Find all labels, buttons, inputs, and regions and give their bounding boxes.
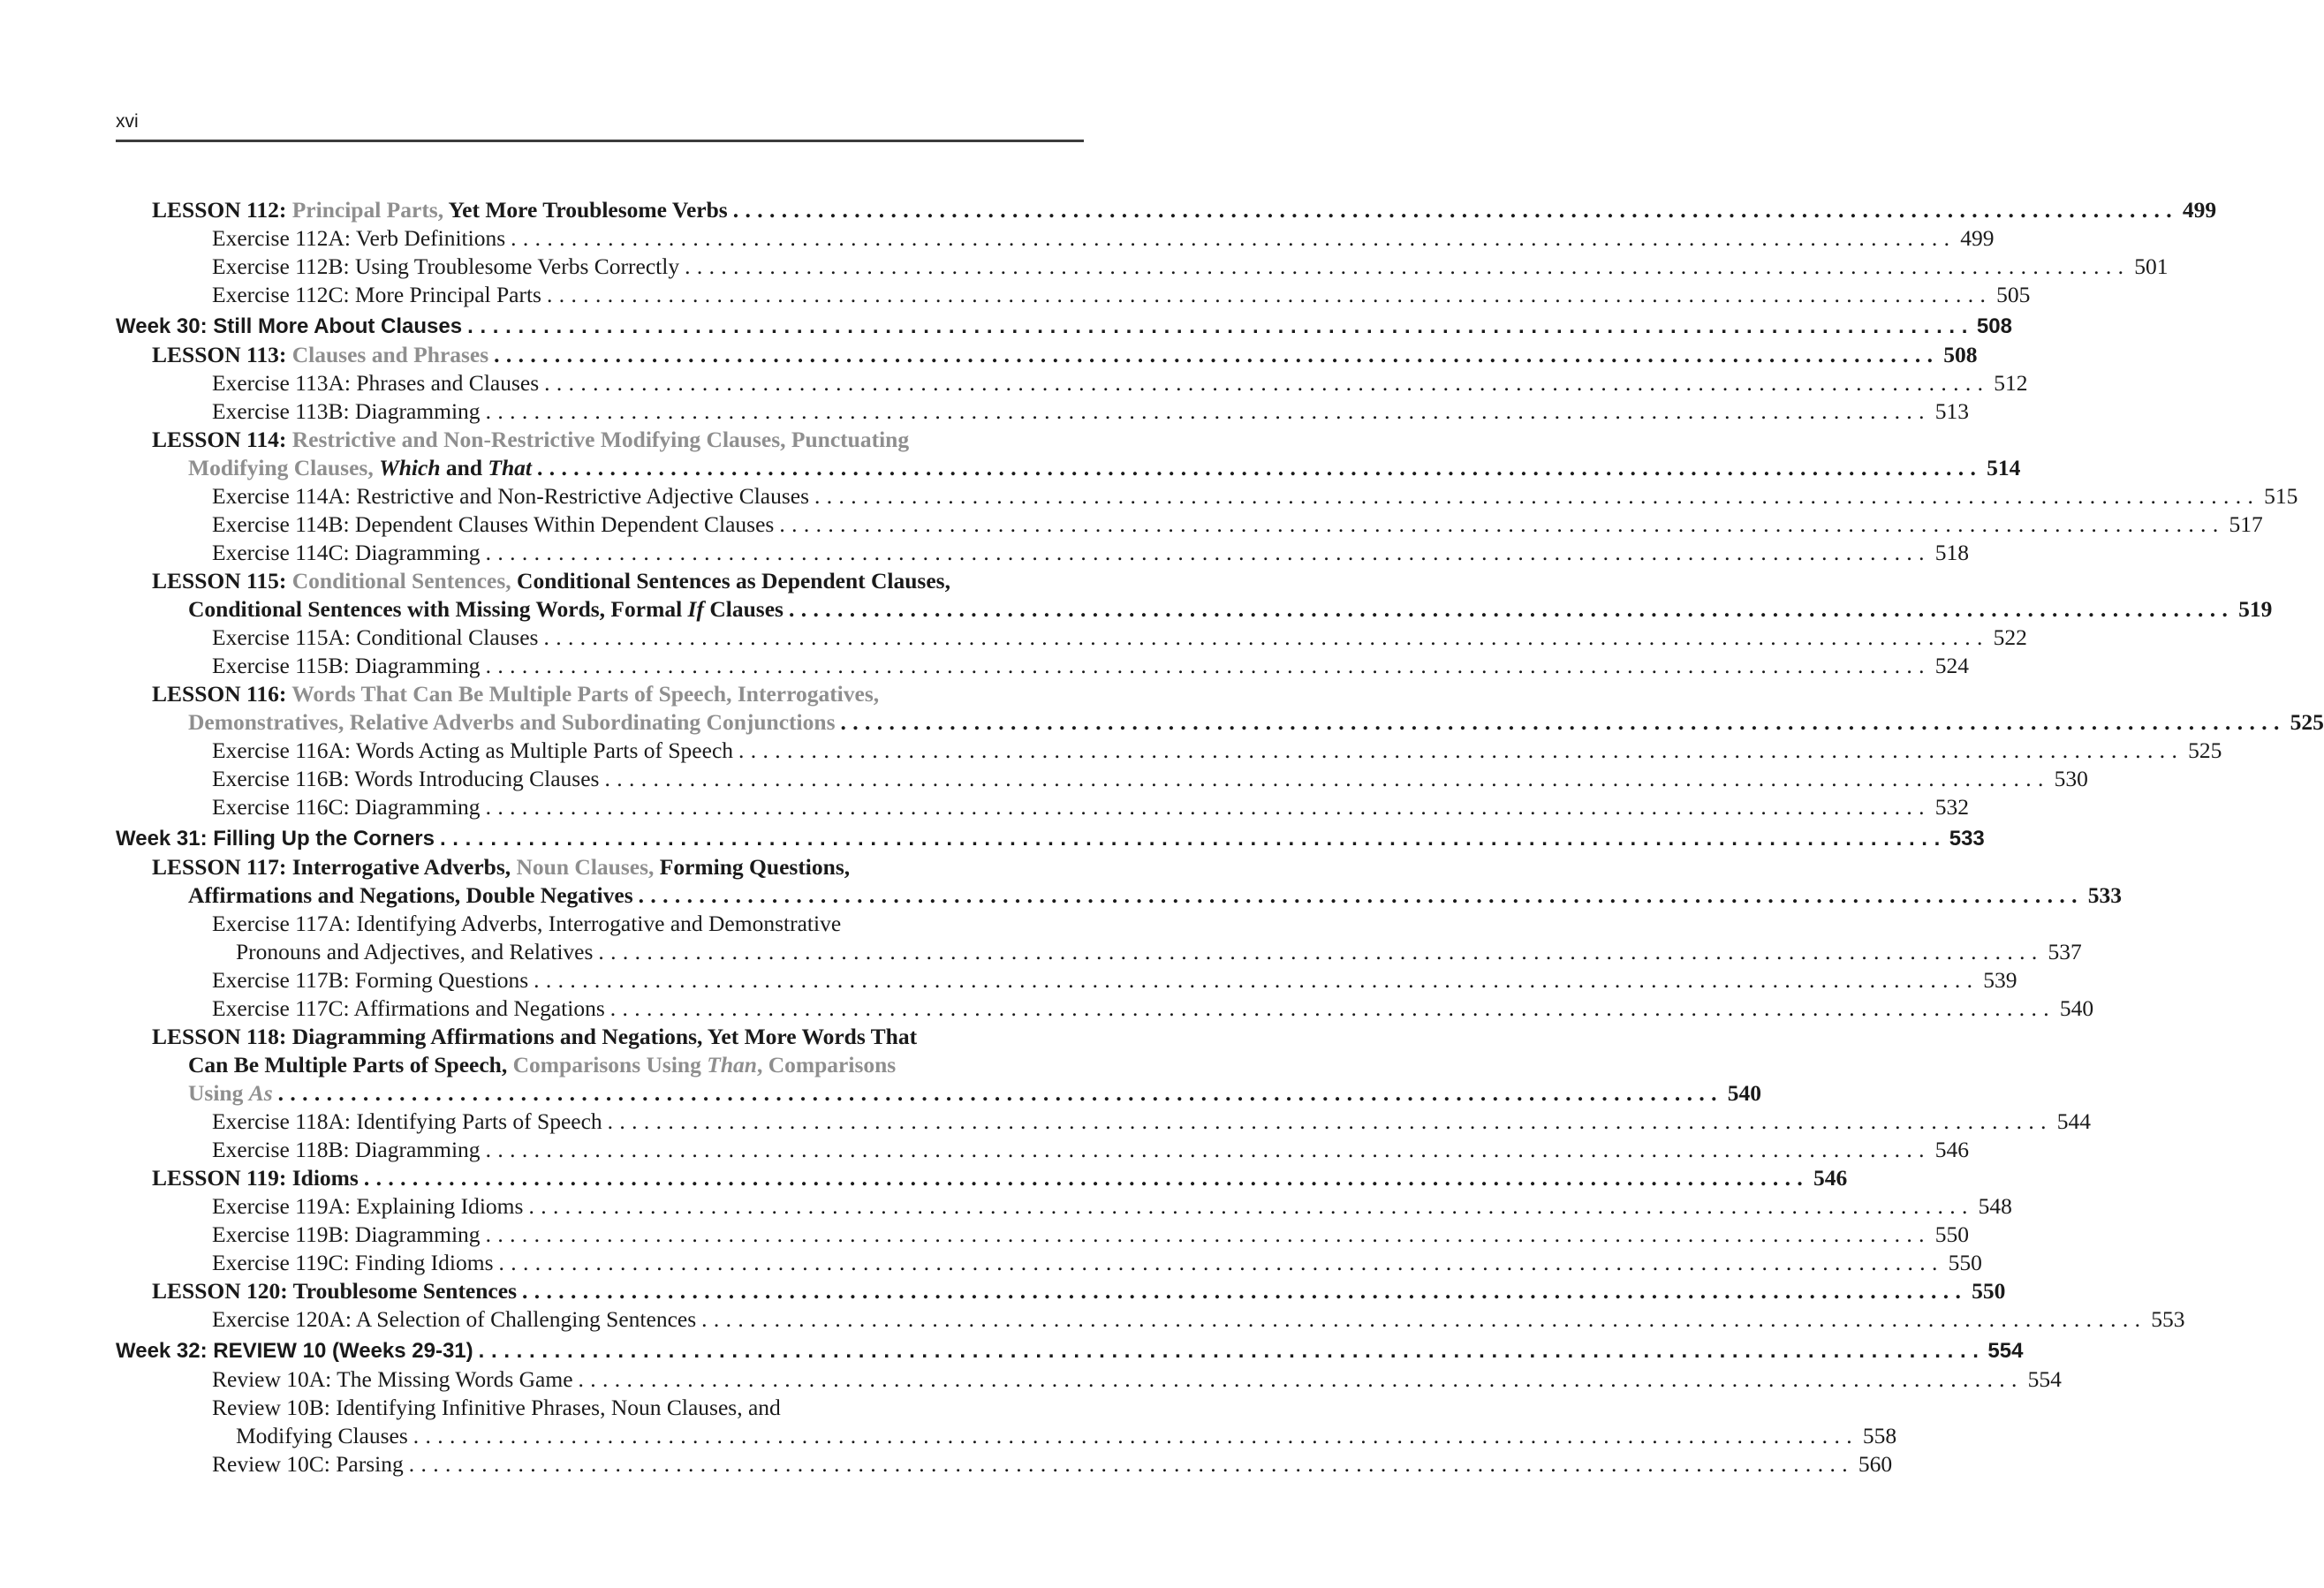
toc-exercise-entry: [116, 1108, 2092, 1136]
dot-leader: [579, 1365, 2017, 1394]
dot-leader: [685, 253, 2123, 281]
toc-page-number: 558: [1862, 1423, 1897, 1448]
dot-leader: [779, 510, 2218, 539]
toc-page-number: 499: [2182, 197, 2217, 223]
toc-entry-title: [152, 1164, 359, 1192]
dot-leader: [598, 938, 2037, 966]
toc-entry-title: Exercise 114B: Dependent Clauses Within Dependent Clauses: [212, 511, 775, 537]
toc-title-segment: LESSON 115:: [152, 568, 292, 594]
toc-exercise-entry: [116, 1394, 1084, 1422]
dot-leader: [486, 793, 1925, 821]
toc-exercise-entry: [116, 910, 1084, 938]
dot-leader: [733, 196, 2172, 224]
toc-exercise-entry: [116, 765, 2088, 793]
dot-leader: [544, 369, 1983, 397]
toc-lesson-entry: [116, 1277, 2006, 1305]
dot-leader: [511, 224, 1949, 253]
toc-exercise-entry: [116, 253, 2169, 281]
toc-title-segment: Conditional Sentences as Dependent Clauses,: [517, 568, 950, 594]
dot-leader: [479, 1337, 1980, 1365]
toc-exercise-entry: [116, 994, 2094, 1023]
toc-lesson-entry: [116, 341, 1978, 369]
toc-entry-title: [188, 1051, 896, 1079]
toc-exercise-entry: [116, 1450, 1893, 1478]
dot-leader: [639, 881, 2078, 910]
dot-leader: [413, 1422, 1852, 1450]
toc-title-segment: LESSON 114:: [152, 427, 292, 452]
toc-page-number: 524: [1934, 653, 1969, 678]
toc-title-segment: LESSON 118: Diagramming Affirmations and Negations, Yet More Words That: [152, 1024, 918, 1049]
toc-entry-title: Exercise 117A: Identifying Adverbs, Interrogative and Demonstrative: [212, 911, 842, 936]
toc-page-number: 501: [2134, 253, 2169, 279]
toc-title-segment: Can Be Multiple Parts of Speech,: [188, 1052, 513, 1078]
toc-exercise-entry: [116, 539, 1969, 567]
toc-page-number: 517: [2229, 511, 2263, 537]
toc-entry-title: [188, 881, 633, 910]
dot-leader: [841, 708, 2280, 737]
toc-title-segment: Modifying Clauses,: [188, 455, 380, 480]
dot-leader: [604, 765, 2043, 793]
toc-page-number: 533: [2087, 882, 2122, 908]
toc-lesson-entry: [116, 1023, 1084, 1051]
toc-title-segment: Demonstratives, Relative Adverbs and Subordinating Conjunctions: [188, 709, 836, 735]
dot-leader: [789, 595, 2228, 624]
toc-entry-title: Exercise 116C: Diagramming: [212, 794, 481, 820]
header-rule: [116, 140, 1084, 142]
toc-lesson-continuation: [116, 1079, 1762, 1108]
toc-entry-title: Exercise 117C: Affirmations and Negations: [212, 995, 605, 1021]
toc-title-segment: LESSON 117: Interrogative Adverbs,: [152, 854, 517, 880]
toc-lesson-entry: [116, 1164, 1848, 1192]
toc-page-number: 537: [2048, 939, 2082, 964]
toc-page-number: 519: [2238, 596, 2273, 622]
toc-exercise-entry: [116, 281, 2031, 309]
dot-leader: [486, 652, 1925, 680]
toc-lesson-entry: [116, 567, 1084, 595]
toc-title-segment: LESSON 119: Idioms: [152, 1165, 359, 1191]
toc-page-number: 550: [1948, 1250, 1982, 1275]
toc-page-number: 544: [2056, 1108, 2092, 1134]
toc-exercise-entry: [116, 1136, 1969, 1164]
toc-week-entry: [116, 313, 2012, 341]
toc-entry-title: [188, 708, 836, 737]
toc-page-number: 508: [1943, 342, 1978, 367]
toc-page-number: 513: [1934, 398, 1969, 424]
toc-title-segment: Words That Can Be Multiple Parts of Speech, Interrogatives,: [291, 681, 880, 707]
toc-exercise-entry: [116, 224, 1995, 253]
toc-entry-title: [152, 853, 850, 881]
toc-exercise-continuation: [116, 938, 2082, 966]
toc-title-segment: Clauses: [703, 596, 783, 622]
toc-exercise-entry: [116, 1305, 2185, 1334]
toc-lesson-continuation: [116, 1051, 1084, 1079]
toc-entry-title: Review 10A: The Missing Words Game: [212, 1366, 573, 1392]
dot-leader: [610, 994, 2049, 1023]
dot-leader: [486, 1136, 1925, 1164]
toc-week-entry: [116, 1337, 2024, 1365]
toc-lesson-continuation: [116, 595, 2273, 624]
toc-entry-title: Exercise 118B: Diagramming: [212, 1137, 481, 1162]
toc-exercise-entry: [116, 369, 2028, 397]
toc-lesson-continuation: [116, 708, 2324, 737]
dot-leader: [547, 281, 1986, 309]
toc-entry-title: [188, 595, 783, 624]
toc-page-number: 505: [1996, 282, 2031, 307]
toc-entry-title: Exercise 114A: Restrictive and Non-Restrictive Adjective Clauses: [212, 483, 810, 509]
toc-entry-title: [188, 454, 532, 482]
toc-title-segment: LESSON 120: Troublesome Sentences: [152, 1278, 517, 1304]
toc-page-number: 550: [1934, 1221, 1969, 1247]
dot-leader: [537, 454, 1976, 482]
toc-page-number: 525: [2290, 709, 2324, 735]
toc-exercise-entry: [116, 793, 1969, 821]
toc-page-number: 522: [1993, 624, 2027, 650]
toc-page-number: 554: [2027, 1366, 2062, 1392]
toc-page-number: 546: [1934, 1137, 1969, 1162]
toc-exercise-entry: [116, 624, 2027, 652]
toc-entry-title: Pronouns and Adjectives, and Relatives: [236, 939, 594, 964]
dot-leader: [522, 1277, 1961, 1305]
dot-leader: [608, 1108, 2047, 1136]
toc-exercise-entry: [116, 1249, 1982, 1277]
toc-entry-title: Exercise 115B: Diagramming: [212, 653, 481, 678]
toc-title-segment: Conditional Sentences with Missing Words, Formal: [188, 596, 688, 622]
toc-entry-title: Exercise 112C: More Principal Parts: [212, 282, 541, 307]
toc-title-segment: Yet More Troublesome Verbs: [448, 197, 728, 223]
toc-page-number: 515: [2264, 483, 2298, 509]
toc-title-segment: If: [687, 596, 704, 622]
toc-page-number: 514: [1987, 455, 2021, 480]
toc-page-number: 532: [1934, 794, 1969, 820]
toc-entry-title: Exercise 114C: Diagramming: [212, 540, 481, 565]
toc-page-number: 546: [1813, 1165, 1848, 1191]
toc-title-segment: and: [440, 455, 488, 480]
toc-exercise-entry: [116, 482, 2298, 510]
toc-page-number: 540: [1727, 1080, 1762, 1106]
toc-entry-title: Exercise 116B: Words Introducing Clauses: [212, 766, 600, 791]
table-of-contents: [116, 196, 2324, 1478]
toc-page-number: 548: [1978, 1193, 2012, 1219]
toc-entry-title: Review 10B: Identifying Infinitive Phrases, Noun Clauses, and: [212, 1395, 781, 1420]
dot-leader: [528, 1192, 1967, 1221]
toc-title-segment: Comparisons Using: [512, 1052, 708, 1078]
toc-page-number: 530: [2054, 766, 2088, 791]
dot-leader: [486, 539, 1925, 567]
toc-page-number: 554: [1987, 1339, 2024, 1363]
toc-entry-title: Review 10C: Parsing: [212, 1451, 404, 1477]
toc-lesson-entry: [116, 680, 1084, 708]
toc-entry-title: [152, 196, 728, 224]
toc-entry-title: [152, 680, 879, 708]
toc-entry-title: [152, 1023, 917, 1051]
dot-leader: [409, 1450, 1848, 1478]
dot-leader: [534, 966, 1972, 994]
toc-entry-title: Exercise 117B: Forming Questions: [212, 967, 529, 993]
toc-lesson-continuation: [116, 454, 2021, 482]
toc-exercise-entry: [116, 1221, 1969, 1249]
dot-leader: [440, 825, 1941, 853]
toc-entry-title: Exercise 112A: Verb Definitions: [212, 225, 506, 251]
dot-leader: [499, 1249, 1938, 1277]
toc-entry-title: Week 31: Filling Up the Corners: [116, 827, 435, 851]
toc-title-segment: Clauses and Phrases: [291, 342, 489, 367]
dot-leader: [543, 624, 1982, 652]
toc-exercise-entry: [116, 1365, 2062, 1394]
toc-week-entry: [116, 825, 1985, 853]
toc-entry-title: Week 32: REVIEW 10 (Weeks 29-31): [116, 1339, 473, 1363]
toc-title-segment: , Comparisons: [756, 1052, 897, 1078]
toc-title-segment: LESSON 113:: [152, 342, 292, 367]
toc-page-number: 518: [1934, 540, 1969, 565]
dot-leader: [486, 397, 1925, 426]
toc-lesson-entry: [116, 196, 2217, 224]
toc-page-number: 550: [1972, 1278, 2006, 1304]
toc-title-segment: Than: [707, 1052, 757, 1078]
toc-entry-title: Modifying Clauses: [236, 1423, 408, 1448]
toc-title-segment: Forming Questions,: [659, 854, 851, 880]
toc-page-number: 553: [2151, 1306, 2185, 1332]
toc-entry-title: Exercise 119C: Finding Idioms: [212, 1250, 494, 1275]
toc-page-number: 560: [1858, 1451, 1893, 1477]
toc-title-segment: LESSON 112:: [152, 197, 292, 223]
toc-title-segment: As: [248, 1080, 273, 1106]
toc-entry-title: [152, 567, 950, 595]
toc-title-segment: Restrictive and Non-Restrictive Modifying Clauses, Punctuating: [291, 427, 910, 452]
page-number: xvi: [116, 111, 139, 132]
toc-title-segment: Which: [379, 455, 441, 480]
dot-leader: [701, 1305, 2140, 1334]
toc-title-segment: Noun Clauses,: [516, 854, 660, 880]
toc-page-number: 508: [1976, 314, 2012, 338]
toc-exercise-continuation: [116, 1422, 1897, 1450]
toc-entry-title: Exercise 115A: Conditional Clauses: [212, 624, 539, 650]
dot-leader: [486, 1221, 1925, 1249]
toc-page-number: 533: [1949, 827, 1985, 851]
dot-leader: [467, 313, 1968, 341]
toc-lesson-entry: [116, 853, 1084, 881]
dot-leader: [494, 341, 1933, 369]
dot-leader: [278, 1079, 1717, 1108]
toc-page-number: 512: [1994, 370, 2028, 396]
toc-entry-title: Exercise 120A: A Selection of Challenging Sentences: [212, 1306, 697, 1332]
toc-title-segment: Using: [188, 1080, 249, 1106]
toc-exercise-entry: [116, 397, 1969, 426]
toc-entry-title: Exercise 119B: Diagramming: [212, 1221, 481, 1247]
toc-entry-title: Exercise 113A: Phrases and Clauses: [212, 370, 540, 396]
dot-leader: [364, 1164, 1803, 1192]
toc-exercise-entry: [116, 737, 2222, 765]
toc-lesson-continuation: [116, 881, 2122, 910]
toc-title-segment: LESSON 116:: [152, 681, 292, 707]
dot-leader: [738, 737, 2177, 765]
toc-page-number: 499: [1960, 225, 1995, 251]
toc-lesson-entry: [116, 426, 1084, 454]
toc-entry-title: Exercise 116A: Words Acting as Multiple Parts of Speech: [212, 737, 734, 763]
toc-entry-title: Exercise 113B: Diagramming: [212, 398, 481, 424]
toc-title-segment: That: [488, 455, 532, 480]
toc-entry-title: [188, 1079, 273, 1108]
toc-entry-title: Week 30: Still More About Clauses: [116, 314, 463, 338]
toc-entry-title: [152, 1277, 517, 1305]
toc-page-number: 525: [2188, 737, 2222, 763]
toc-entry-title: [152, 426, 909, 454]
toc-entry-title: Exercise 119A: Explaining Idioms: [212, 1193, 524, 1219]
toc-exercise-entry: [116, 652, 1969, 680]
toc-title-segment: Principal Parts,: [291, 197, 449, 223]
toc-entry-title: Exercise 118A: Identifying Parts of Speech: [212, 1108, 602, 1134]
toc-entry-title: [152, 341, 488, 369]
toc-exercise-entry: [116, 510, 2263, 539]
toc-title-segment: Conditional Sentences,: [291, 568, 518, 594]
toc-exercise-entry: [116, 1192, 2012, 1221]
dot-leader: [814, 482, 2253, 510]
toc-title-segment: Affirmations and Negations, Double Negatives: [188, 882, 633, 908]
toc-exercise-entry: [116, 966, 2017, 994]
toc-page-number: 539: [1983, 967, 2017, 993]
toc-entry-title: Exercise 112B: Using Troublesome Verbs Correctly: [212, 253, 680, 279]
toc-page-number: 540: [2059, 995, 2094, 1021]
